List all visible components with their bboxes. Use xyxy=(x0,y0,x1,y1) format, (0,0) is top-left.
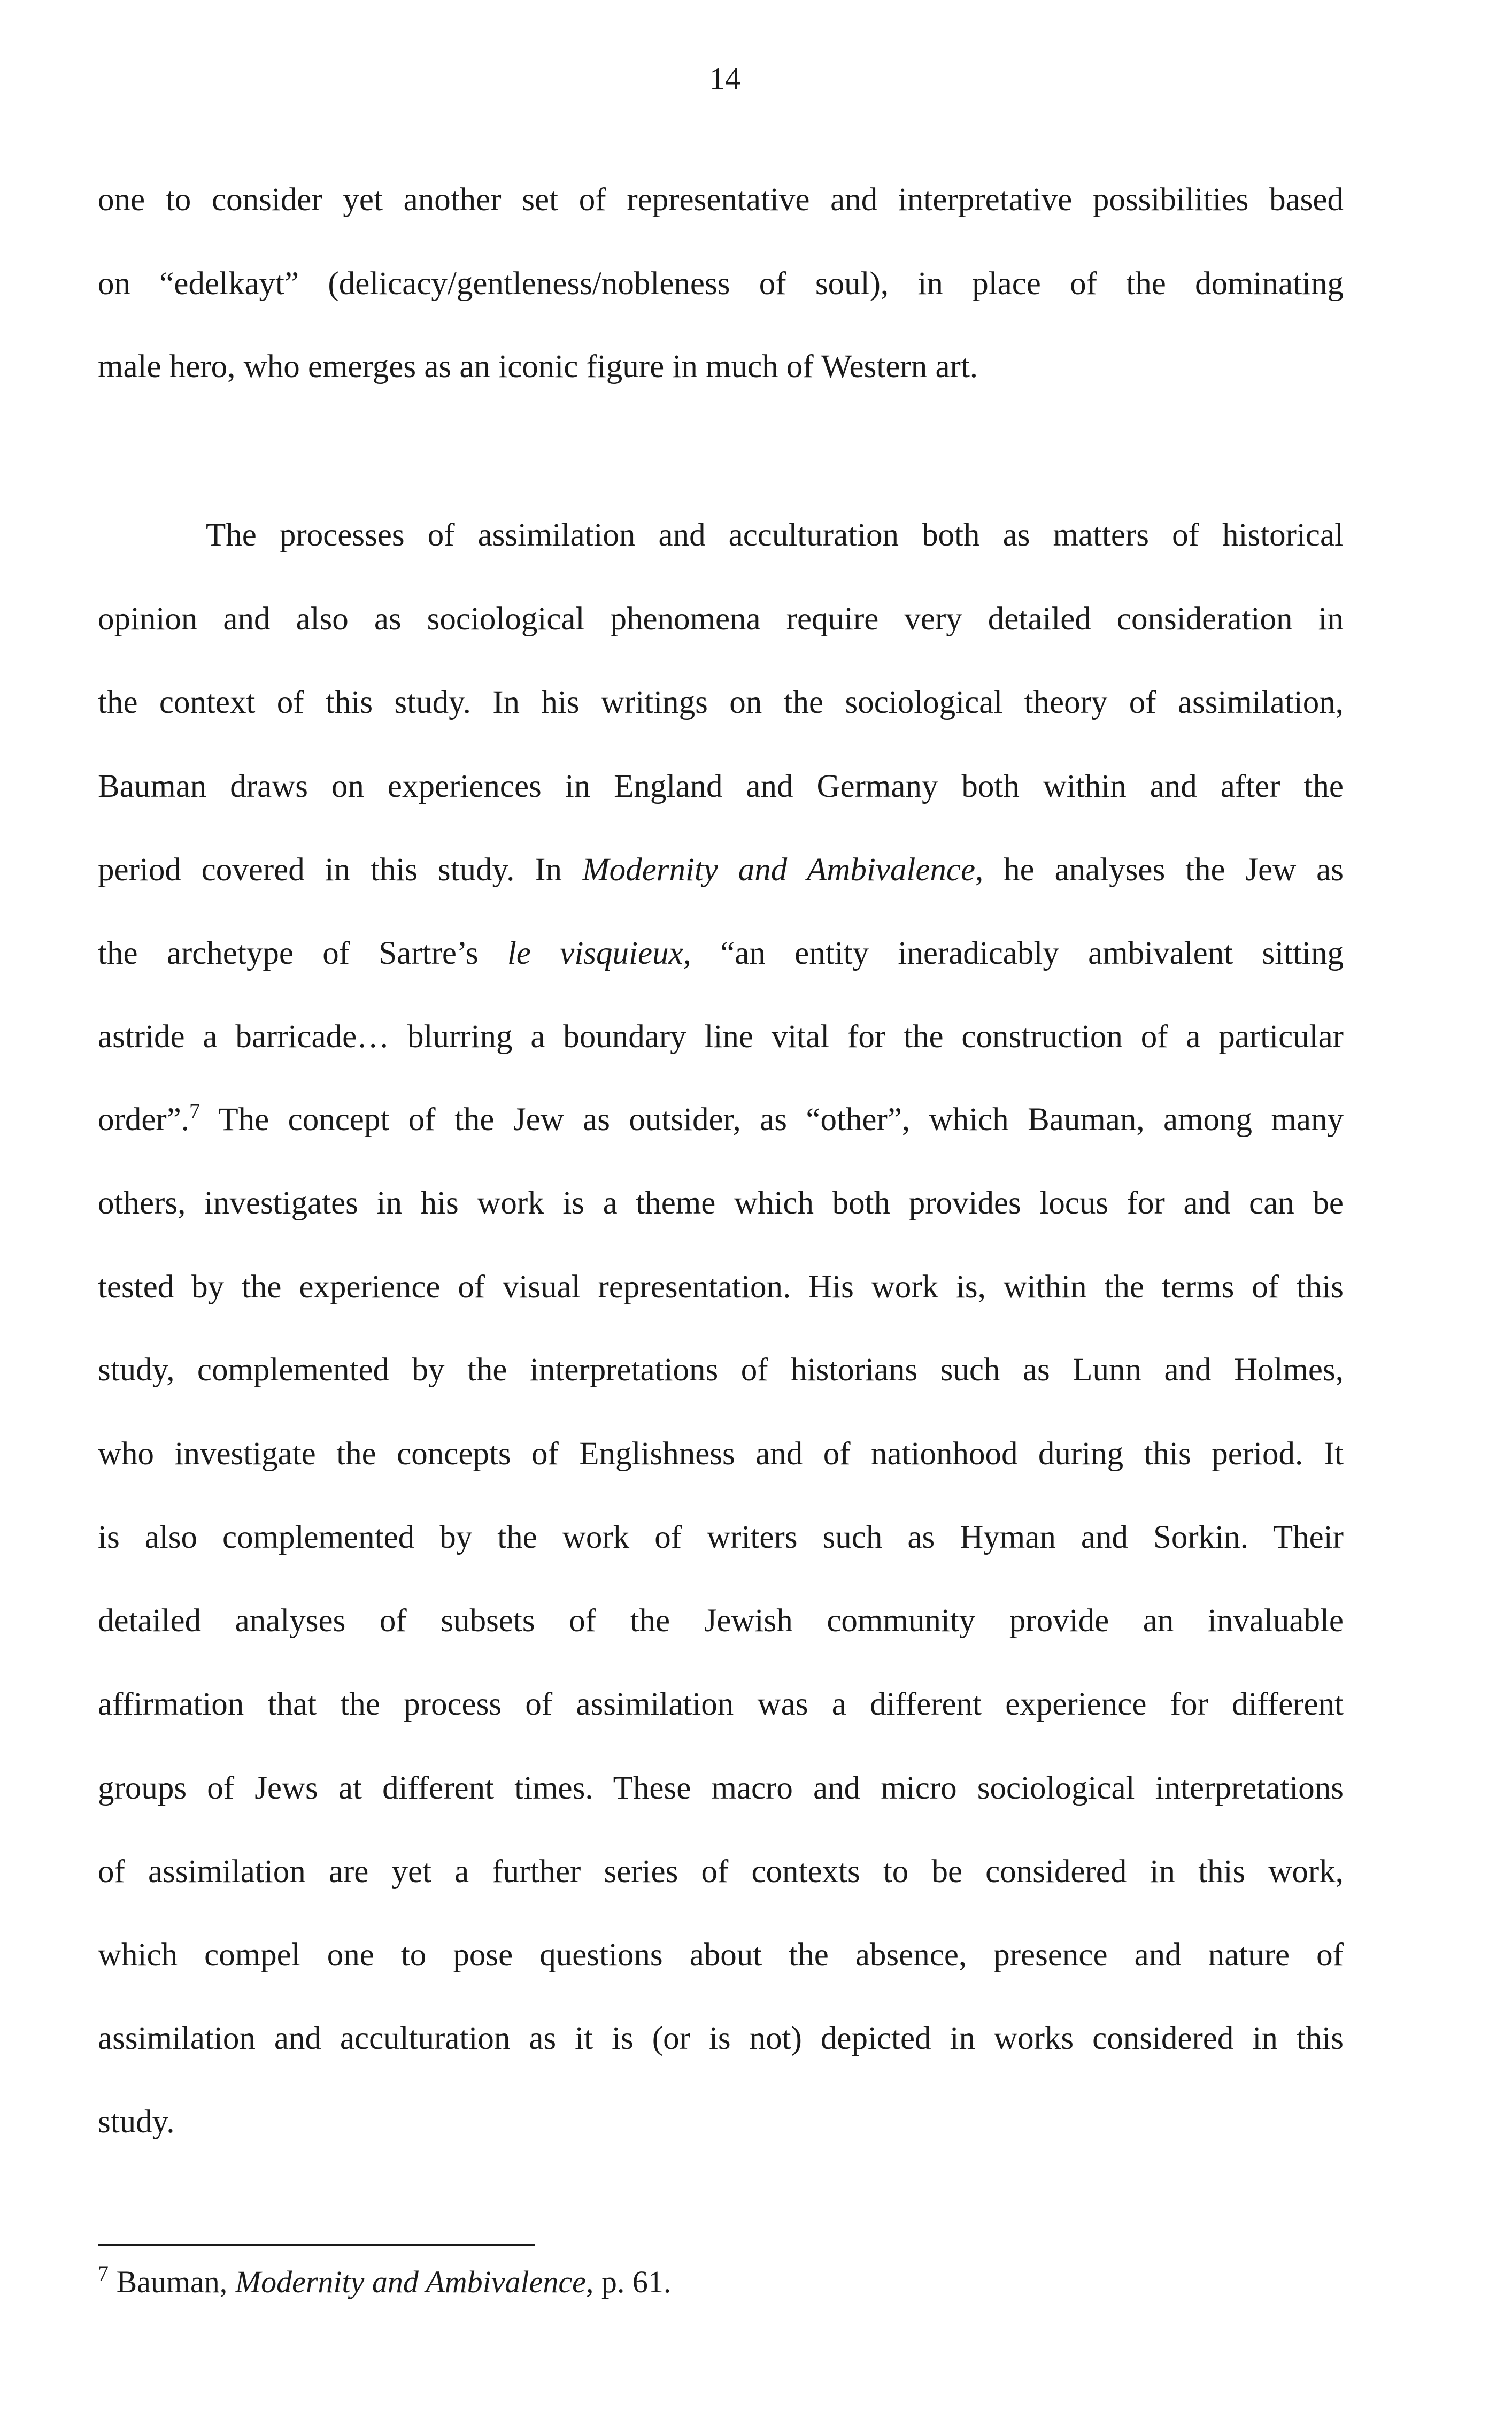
text-run: , he analyses the Jew as xyxy=(975,852,1344,888)
text-line: study. xyxy=(98,2104,175,2140)
text-line: on “edelkayt” (delicacy/gentleness/nobleness of soul), in place of the dominating xyxy=(98,266,1344,302)
text-run: period covered in this study. In xyxy=(98,852,582,888)
text-line: the context of this study. In his writings on the sociological theory of assimilation, xyxy=(98,685,1344,720)
text-line: detailed analyses of subsets of the Jewish community provide an invaluable xyxy=(98,1603,1344,1639)
footnote-divider xyxy=(98,2244,535,2246)
text-line: Bauman draws on experiences in England and Germany both within and after the xyxy=(98,769,1344,804)
text-run: , “an entity ineradicably ambivalent sitting xyxy=(683,935,1344,971)
text-run: the archetype of Sartre’s xyxy=(98,935,507,971)
text-line: affirmation that the process of assimilation was a different experience for different xyxy=(98,1686,1344,1722)
text-line: is also complemented by the work of writers such as Hyman and Sorkin. Their xyxy=(98,1519,1344,1555)
text-line: one to consider yet another set of representative and interpretative possibilities based xyxy=(98,182,1344,218)
text-run: order”. xyxy=(98,1102,190,1138)
italic-term: le visquieux xyxy=(507,935,683,971)
text-line xyxy=(98,854,1344,886)
text-line: who investigate the concepts of Englishness and of nationhood during this period. It xyxy=(98,1436,1344,1472)
text-run: The concept of the Jew as outsider, as “other”, which Bauman, among many xyxy=(200,1102,1344,1138)
text-line: which compel one to pose questions about the absence, presence and nature of xyxy=(98,1937,1344,1973)
text-line: assimilation and acculturation as it is (or is not) depicted in works considered in this xyxy=(98,2021,1344,2056)
book-title: Modernity and Ambivalence xyxy=(582,852,976,888)
text-line: others, investigates in his work is a theme which both provides locus for and can be xyxy=(98,1185,1344,1221)
text-line: astride a barricade… blurring a boundary line vital for the construction of a particular xyxy=(98,1019,1344,1055)
text-line: opinion and also as sociological phenomena require very detailed consideration in xyxy=(98,601,1344,637)
text-line: groups of Jews at different times. These macro and micro sociological interpretations xyxy=(98,1770,1344,1806)
text-line: The processes of assimilation and acculturation both as matters of historical xyxy=(206,517,1344,553)
text-line: of assimilation are yet a further series of contexts to be considered in this work, xyxy=(98,1854,1344,1890)
text-line xyxy=(98,1099,1344,1138)
footnote-reference: 7 xyxy=(189,1099,200,1123)
text-line xyxy=(98,937,1344,970)
text-line: tested by the experience of visual representation. His work is, within the terms of this xyxy=(98,1269,1344,1305)
book-title: Modernity and Ambivalence xyxy=(235,2264,586,2299)
text-run: Bauman, xyxy=(109,2264,235,2299)
page-number: 14 xyxy=(709,61,740,96)
text-run: , p. 61. xyxy=(585,2264,672,2299)
footnote xyxy=(98,2261,672,2299)
text-line: male hero, who emerges as an iconic figure in much of Western art. xyxy=(98,349,978,385)
text-line: study, complemented by the interpretations of historians such as Lunn and Holmes, xyxy=(98,1352,1344,1388)
footnote-number: 7 xyxy=(98,2261,109,2285)
